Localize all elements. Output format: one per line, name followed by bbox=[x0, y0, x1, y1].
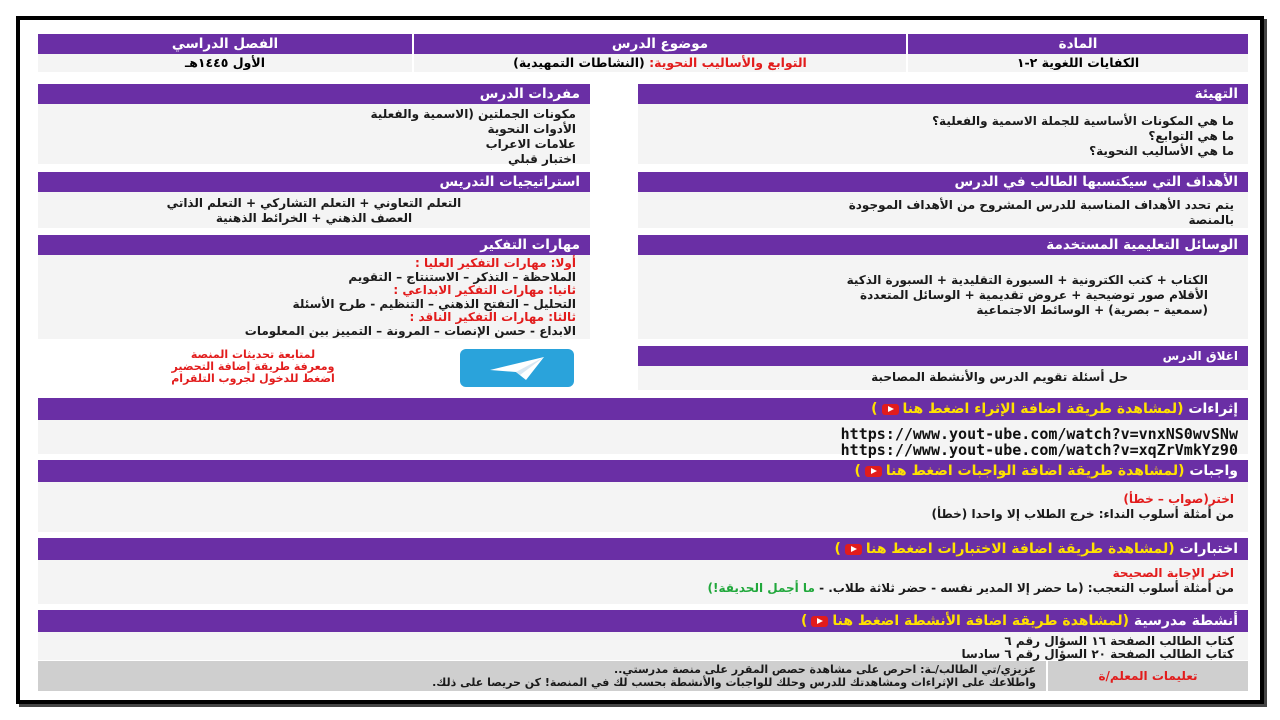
promo-line: لمتابعة تحديثات المنصة bbox=[190, 348, 316, 361]
teacher-notes-line: واطلاعك على الإثراءات ومشاهدتك للدرس وحلك للواجبات والأنشطة بحسب لك في المنصة! كن حريصا على ذلك. bbox=[432, 676, 1036, 689]
homework-video-link[interactable] bbox=[854, 463, 1184, 479]
tests-link-close: ) bbox=[834, 541, 841, 557]
homework-question-label: اختر(صواب – خطأ) bbox=[1123, 492, 1234, 506]
enrichment-url[interactable]: https://www.yout-ube.com/watch?v=vnxNS0wvSNw bbox=[840, 425, 1238, 443]
goals-section bbox=[638, 172, 1248, 228]
strategies-line: العصف الذهني + الخرائط الذهنية bbox=[215, 211, 413, 225]
subject-cell bbox=[908, 34, 1248, 72]
vocab-line: مكونات الجملتين (الاسمية والفعلية bbox=[370, 107, 576, 121]
activities-section bbox=[38, 610, 1248, 660]
tests-link-text: (لمشاهدة طريقة اضافة الاختبارات اضغط هنا bbox=[865, 541, 1175, 557]
homework-section bbox=[38, 460, 1248, 532]
vocab-line: علامات الاعراب bbox=[485, 137, 576, 151]
promo-line: اضغط للدخول لجروب التلقرام bbox=[171, 372, 335, 385]
topic-label: موضوع الدرس bbox=[414, 34, 906, 54]
tests-correct-answer: ما أجمل الحديقة!) bbox=[707, 581, 815, 595]
activities-video-link[interactable] bbox=[801, 613, 1129, 629]
tests-section bbox=[38, 538, 1248, 604]
activities-line: كتاب الطالب الصفحة ١٦ السؤال رقم ٦ bbox=[1004, 634, 1234, 648]
tests-title: اختبارات bbox=[1179, 541, 1238, 557]
tools-title: الوسائل التعليمية المستخدمة bbox=[638, 235, 1248, 255]
tests-video-link[interactable] bbox=[834, 541, 1174, 557]
closing-section bbox=[638, 346, 1248, 390]
vocab-title: مفردات الدرس bbox=[38, 84, 590, 104]
warmup-line: ما هي الأساليب النحوية؟ bbox=[1089, 144, 1234, 158]
homework-question-text: من أمثلة أسلوب النداء: خرج الطلاب إلا واحدا (خطأ) bbox=[931, 507, 1234, 521]
youtube-icon bbox=[845, 544, 862, 555]
goals-line: بالمنصة bbox=[1188, 213, 1234, 227]
topic-red: التوابع والأساليب النحوية: bbox=[649, 55, 807, 70]
tests-question-text: من أمثلة أسلوب التعجب: (ما حضر إلا المدير نفسه - حضر ثلاثة طلاب. - bbox=[819, 581, 1234, 595]
enrichment-link-close: ) bbox=[871, 401, 878, 417]
homework-title: واجبات bbox=[1189, 463, 1238, 479]
thinking-title: مهارات التفكير bbox=[38, 235, 590, 255]
warmup-line: ما هي المكونات الأساسية للجملة الاسمية والفعلية؟ bbox=[932, 114, 1234, 128]
activities-line: كتاب الطالب الصفحة ٢٠ السؤال رقم ٦ سادسا bbox=[961, 647, 1234, 661]
enrichment-video-link[interactable] bbox=[871, 401, 1183, 417]
enrichment-section bbox=[38, 398, 1248, 459]
vocab-section bbox=[38, 84, 590, 164]
promo-line: ومعرفة طريقة إضافة التحضير bbox=[171, 360, 335, 373]
tools-line: الكتاب + كتب الكترونية + السبورة التقليدية + السبورة الذكية bbox=[846, 273, 1208, 287]
topic-rest: (النشاطات التمهيدية) bbox=[513, 55, 645, 70]
subject-value: الكفايات اللغوية ٢-١ bbox=[908, 54, 1248, 72]
homework-link-close: ) bbox=[854, 463, 861, 479]
thinking-heading: ثالثا: مهارات التفكير الناقد : bbox=[409, 310, 576, 324]
thinking-heading: أولا: مهارات التفكير العليا : bbox=[415, 256, 576, 270]
topic-value bbox=[414, 54, 906, 72]
telegram-plane-icon bbox=[460, 349, 574, 387]
enrichment-url[interactable]: https://www.yout-ube.com/watch?v=xqZrVmkYz90 bbox=[840, 441, 1238, 459]
activities-header bbox=[38, 610, 1248, 632]
activities-link-close: ) bbox=[800, 613, 808, 629]
warmup-line: ما هي التوابع؟ bbox=[1148, 129, 1234, 143]
youtube-icon bbox=[865, 466, 882, 477]
semester-cell bbox=[38, 34, 412, 72]
activities-title: أنشطة مدرسية bbox=[1133, 613, 1238, 629]
activities-link-text: (لمشاهدة طريقة اضافة الأنشطة اضغط هنا bbox=[832, 613, 1130, 629]
teacher-notes-label: تعليمات المعلم/ة bbox=[1046, 661, 1248, 691]
enrichment-link-text: (لمشاهدة طريقة اضافة الإثراء اضغط هنا bbox=[902, 401, 1184, 417]
goals-line: يتم تحدد الأهداف المناسبة للدرس المشروح من الأهداف الموجودة bbox=[848, 198, 1234, 212]
vocab-line: الأدوات النحوية bbox=[487, 122, 576, 136]
enrichment-header bbox=[38, 398, 1248, 420]
strategies-line: التعلم التعاوني + التعلم التشاركي + التعلم الذاتي bbox=[166, 196, 462, 210]
tests-header bbox=[38, 538, 1248, 560]
goals-title: الأهداف التي سيكتسبها الطالب في الدرس bbox=[638, 172, 1248, 192]
thinking-line: الملاحظة – التذكر – الاستنتاج – التقويم bbox=[348, 269, 576, 284]
tests-question-label: اختر الإجابة الصحيحة bbox=[1112, 566, 1234, 580]
thinking-section bbox=[38, 235, 590, 339]
tools-line: الأقلام صور توضيحية + عروض تقديمية + الوسائل المتعددة bbox=[860, 288, 1208, 302]
homework-header bbox=[38, 460, 1248, 482]
youtube-icon bbox=[882, 404, 899, 415]
tools-line: (سمعية – بصرية) + الوسائط الاجتماعية bbox=[976, 303, 1208, 317]
closing-title: اغلاق الدرس bbox=[638, 346, 1248, 366]
homework-link-text: (لمشاهدة طريقة اضافة الواجبات اضغط هنا bbox=[885, 463, 1185, 479]
teacher-notes-line: عزيزي/تي الطالب/ـة: احرص على مشاهدة حصص المقرر على منصة مدرستي.. bbox=[614, 663, 1036, 676]
strategies-title: استراتيجيات التدريس bbox=[38, 172, 590, 192]
warmup-title: التهيئة bbox=[638, 84, 1248, 104]
vocab-line: اختبار قبلي bbox=[508, 152, 576, 166]
thinking-line: الابداع - حسن الإنصات – المرونة – التمييز بين المعلومات bbox=[244, 323, 576, 338]
teacher-notes bbox=[38, 661, 1248, 691]
thinking-heading: ثانيا: مهارات التفكير الابداعي : bbox=[393, 283, 576, 297]
thinking-line: التحليل – التفتح الذهني – التنظيم - طرح الأسئلة bbox=[292, 296, 576, 311]
enrichment-title: إثراءات bbox=[1188, 401, 1238, 417]
semester-value: الأول ١٤٤٥هـ bbox=[38, 54, 412, 72]
warmup-section bbox=[638, 84, 1248, 164]
topic-cell bbox=[414, 34, 906, 72]
semester-label: الفصل الدراسي bbox=[38, 34, 412, 54]
telegram-button[interactable] bbox=[460, 349, 574, 387]
subject-label: المادة bbox=[908, 34, 1248, 54]
closing-text: حل أسئلة تقويم الدرس والأنشطة المصاحبة bbox=[871, 370, 1128, 384]
tools-section bbox=[638, 235, 1248, 339]
telegram-promo[interactable] bbox=[128, 349, 378, 385]
strategies-section bbox=[38, 172, 590, 228]
youtube-icon bbox=[811, 616, 828, 627]
